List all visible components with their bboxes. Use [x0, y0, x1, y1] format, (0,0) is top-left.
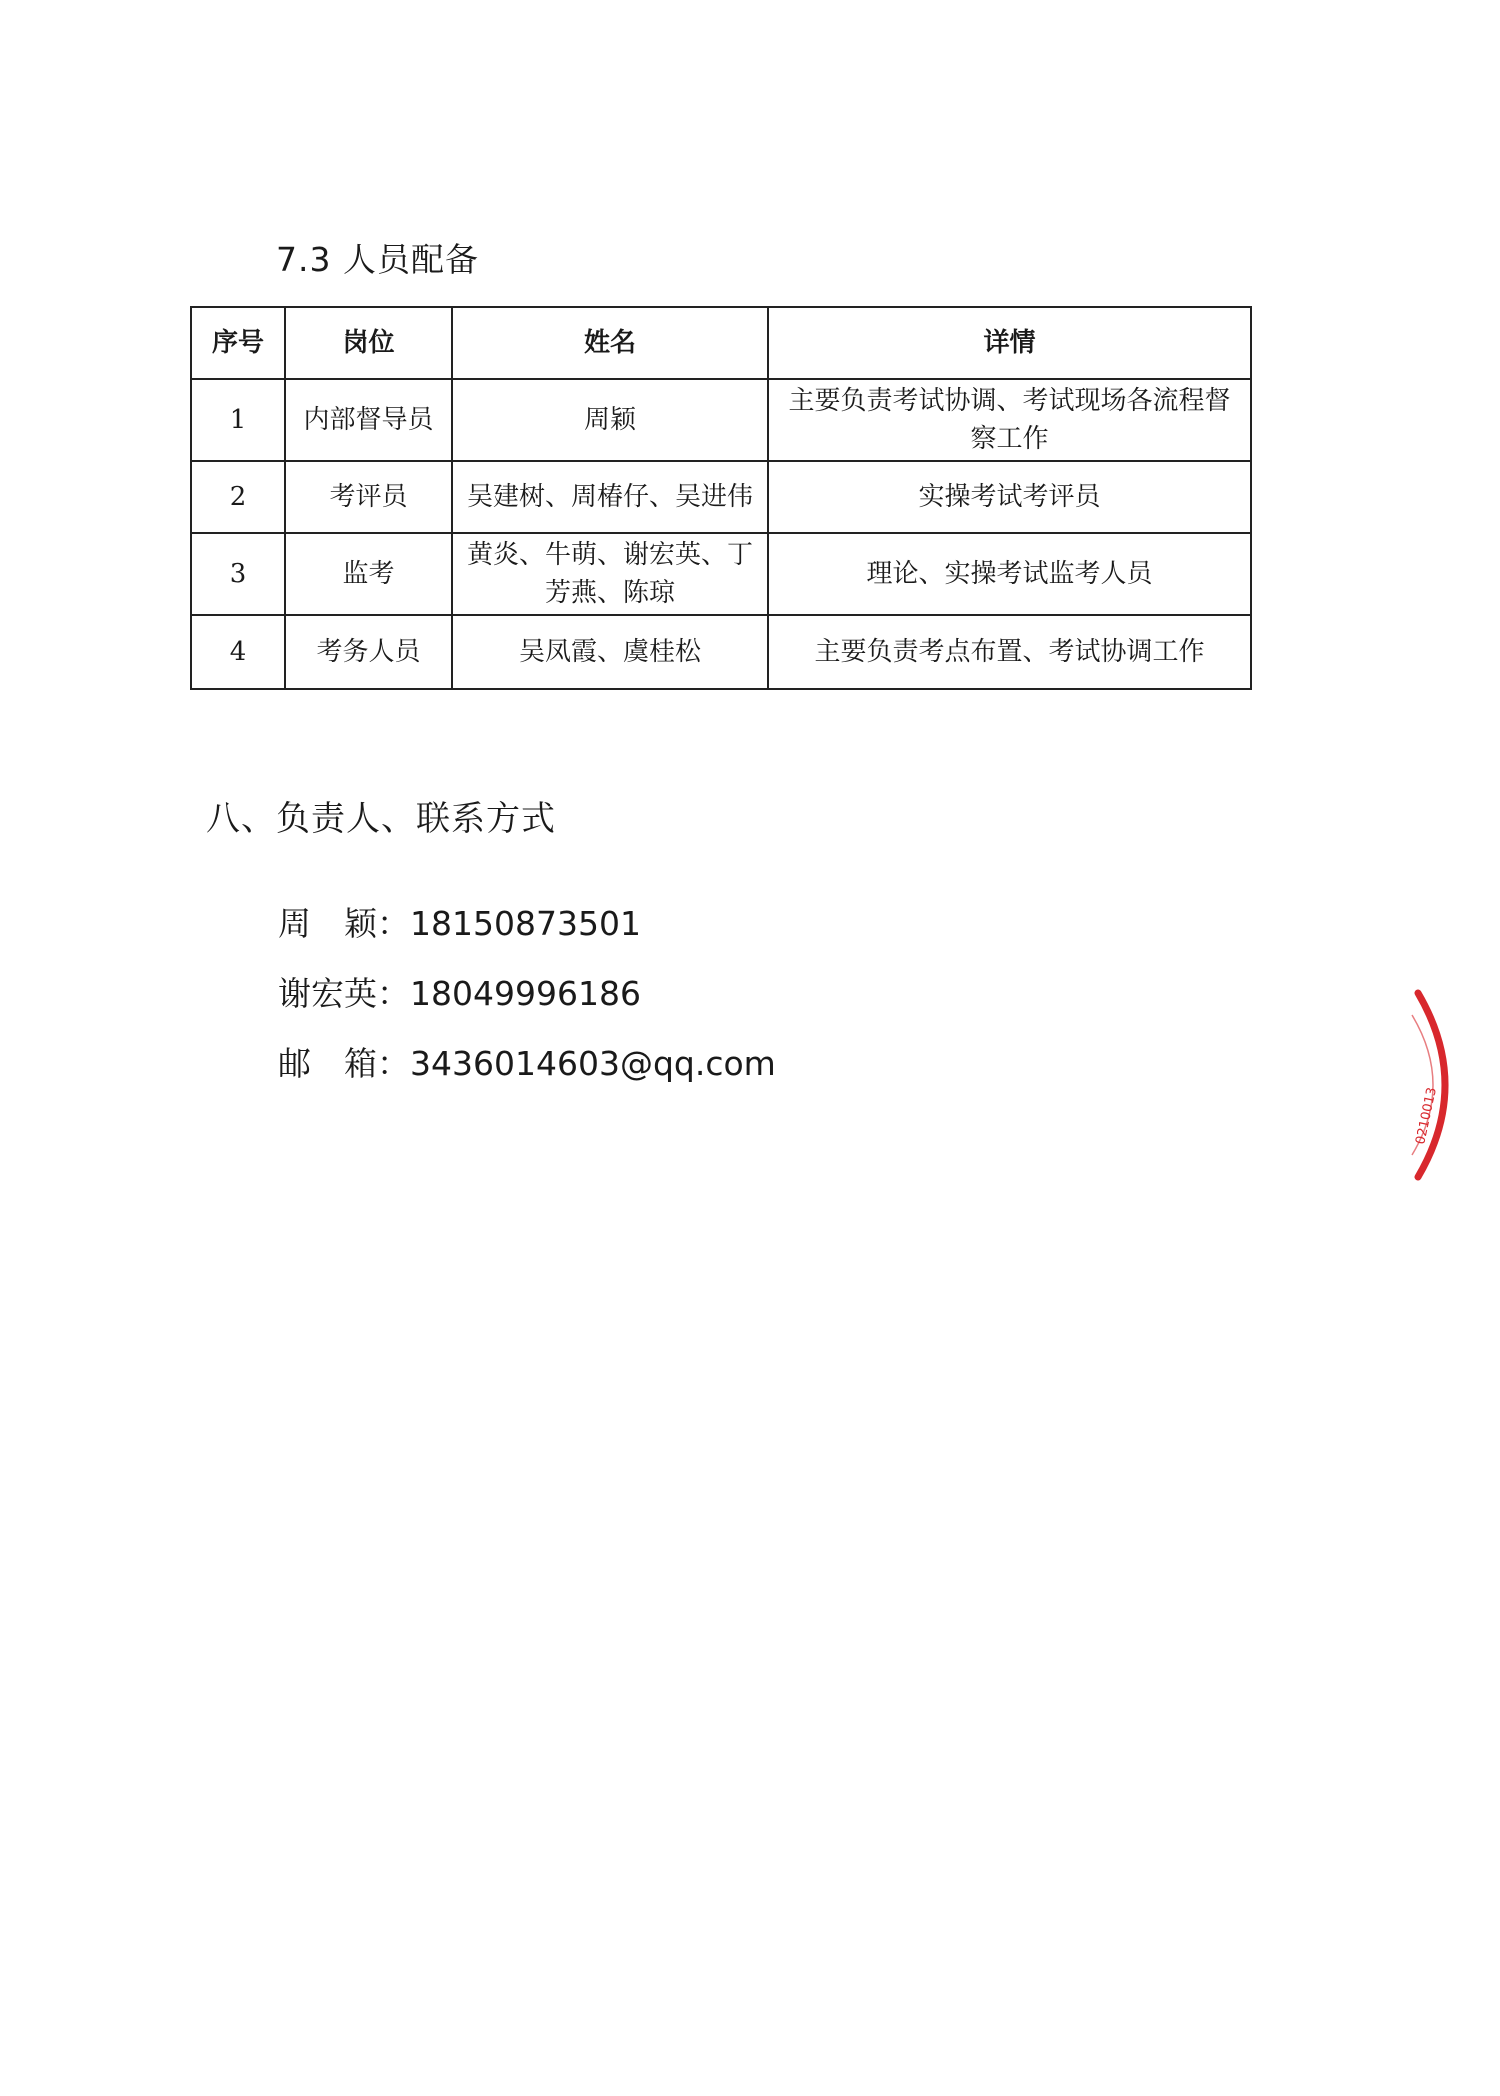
cell-no: 1	[191, 379, 285, 461]
table-row	[191, 533, 1251, 615]
cell-names: 周颖	[452, 379, 768, 461]
header-detail: 详情	[768, 307, 1251, 379]
cell-no: 2	[191, 461, 285, 533]
staff-table	[190, 306, 1252, 690]
header-no: 序号	[191, 307, 285, 379]
cell-detail: 主要负责考点布置、考试协调工作	[768, 615, 1251, 689]
cell-post: 内部督导员	[285, 379, 452, 461]
contact-label: 邮 箱：	[278, 1044, 410, 1083]
cell-detail: 理论、实操考试监考人员	[768, 533, 1251, 615]
chapter-title: 八、负责人、联系方式	[206, 799, 556, 839]
table-row	[191, 461, 1251, 533]
table-row	[191, 615, 1251, 689]
cell-post: 考务人员	[285, 615, 452, 689]
cell-names: 吴建树、周椿仔、吴进伟	[452, 461, 768, 533]
seal-number: 0210013	[1413, 1086, 1440, 1146]
contact-phone: 18150873501	[410, 904, 641, 943]
cell-post: 监考	[285, 533, 452, 615]
section-title: 7.3 人员配备	[276, 240, 479, 279]
table-header-row	[191, 307, 1251, 379]
cell-detail: 主要负责考试协调、考试现场各流程督察工作	[768, 379, 1251, 461]
cell-names: 黄炎、牛萌、谢宏英、丁芳燕、陈琼	[452, 533, 768, 615]
cell-detail: 实操考试考评员	[768, 461, 1251, 533]
cell-no: 3	[191, 533, 285, 615]
contact-email: 3436014603@qq.com	[410, 1044, 776, 1083]
contact-line	[278, 898, 641, 945]
cell-post: 考评员	[285, 461, 452, 533]
seal-stamp-icon	[1410, 985, 1470, 1185]
table-row	[191, 379, 1251, 461]
contact-line	[278, 1038, 776, 1085]
contact-label: 谢宏英：	[278, 974, 410, 1013]
contact-line	[278, 968, 641, 1015]
contact-phone: 18049996186	[410, 974, 641, 1013]
header-names: 姓名	[452, 307, 768, 379]
cell-names: 吴凤霞、虞桂松	[452, 615, 768, 689]
contact-label: 周 颖：	[278, 904, 410, 943]
header-post: 岗位	[285, 307, 452, 379]
cell-no: 4	[191, 615, 285, 689]
